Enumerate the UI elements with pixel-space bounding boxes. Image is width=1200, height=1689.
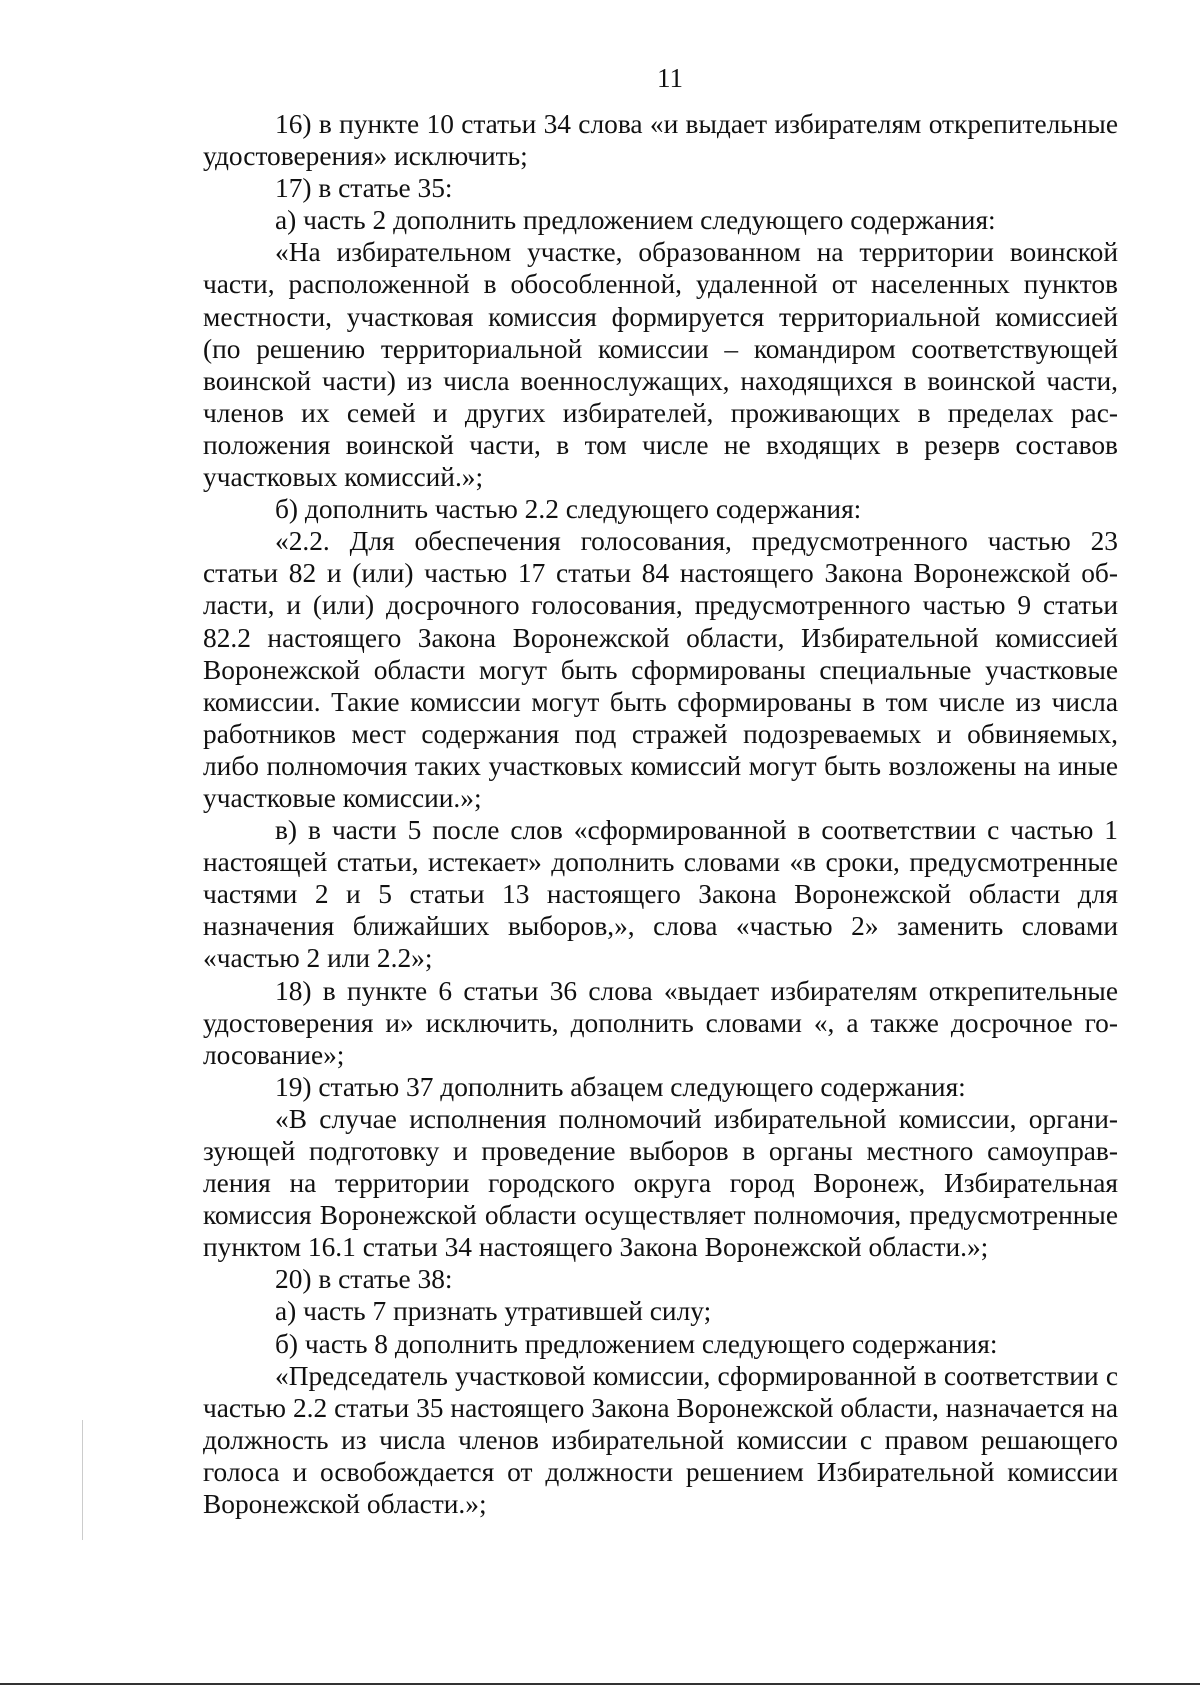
scan-edge-mark — [82, 1420, 83, 1540]
paragraph-20a: а) часть 7 признать утратившей силу; — [275, 1296, 712, 1327]
paragraph-18: 18) в пункте 6 статьи 36 слова «выдает избирателям открепительные удостоверения и» исключить, дополнить словами «, а также досрочное голосование»; — [203, 975, 1118, 1070]
document-body — [203, 108, 1118, 1520]
paragraph-20: 20) в статье 38: — [275, 1264, 453, 1295]
paragraph-16: 16) в пункте 10 статьи 34 слова «и выдает избирателям открепительные удостоверения» исключить; — [203, 109, 1118, 172]
paragraph-17a: а) часть 2 дополнить предложением следующего содержания: — [275, 205, 996, 236]
page-number: 11 — [657, 63, 683, 93]
scan-bottom-edge — [0, 1683, 1200, 1685]
quote-military-unit: «На избирательном участке, образованном на территории воинской части, расположенной в обособленной, удаленной от населенных пунктов местности, участковая комиссия формируется территориальной комиссией (по решению территориальной комиссии – командиром соответствующей воинской части) из числа военнослужащих, находящихся в воинской части, членов их семей и других избирателей, проживающих в пределах расположения воинской части, в том числе не входящих в резерв составов участковых комиссий.»; — [203, 237, 1118, 493]
quote-article-37: «В случае исполнения полномочий избирательной комиссии, организующей подготовку и проведение выборов в органы местного самоуправления на территории городского округа город Воронеж, Избирательная комиссия Воронежской области осуществляет полномочия, предусмотренные пунктом 16.1 статьи 34 настоящего Закона Воронежской области.»; — [203, 1103, 1118, 1263]
paragraph-20b: б) часть 8 дополнить предложением следующего содержания: — [275, 1328, 998, 1359]
paragraph-17v: в) в части 5 после слов «сформированной в соответствии с частью 1 настоящей статьи, истекает» дополнить словами «в сроки, предусмотренные частями 2 и 5 статьи 13 настоящего Закона Воронежской области для назначения ближайших выборов,», слова «частью 2» заменить словами «частью 2 или 2.2»; — [203, 815, 1118, 974]
paragraph-17: 17) в статье 35: — [275, 173, 453, 204]
quote-chairman: «Председатель участковой комиссии, сформированной в соответствии с частью 2.2 статьи 35 настоящего Закона Воронежской области, назначается на должность из числа членов избирательной комиссии с правом решающего голоса и освобождается от должности решением Избирательной комиссии Воронежской области.»; — [203, 1360, 1118, 1520]
quote-part-2-2: «2.2. Для обеспечения голосования, предусмотренного частью 23 статьи 82 и (или) частью 17 статьи 84 настоящего Закона Воронежской области, и (или) досрочного голосования, предусмотренного частью 9 статьи 82.2 настоящего Закона Воронежской области, Избирательной комиссией Воронежской области могут быть сформированы специальные участковые комиссии. Такие комиссии могут быть сформированы в том числе из числа работников мест содержания под стражей подозреваемых и обвиняемых, либо полномочия таких участковых комиссий могут быть возложены на иные участковые комиссии.»; — [203, 526, 1118, 813]
paragraph-19: 19) статью 37 дополнить абзацем следующего содержания: — [275, 1071, 966, 1102]
paragraph-17b: б) дополнить частью 2.2 следующего содержания: — [275, 494, 862, 525]
